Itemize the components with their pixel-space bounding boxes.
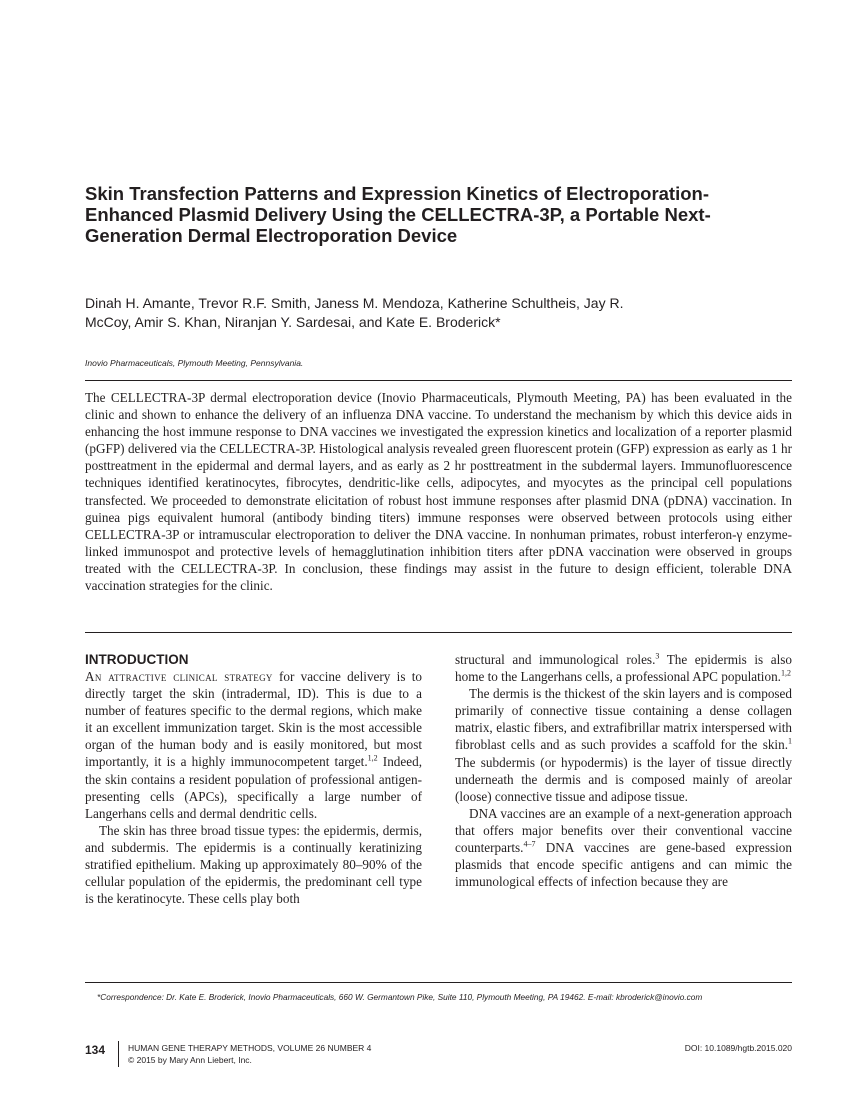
intro-paragraph-1	[85, 668, 422, 822]
correspondence-footnote: *Correspondence: Dr. Kate E. Broderick, Inovio Pharmaceuticals, 660 W. Germantown Pike, Suite 110, Plymouth Meeting, PA 19462. E-mail: kbroderick@inovio.com	[97, 992, 703, 1002]
intro-p3-text-a: structural and immunological roles.	[455, 652, 656, 667]
intro-p1-text-b: Indeed, the skin contains a resident population of professional antigen-presenting cells (APCs), specifically a large number of Langerhans cells and dermal dendritic cells.	[85, 754, 422, 821]
intro-p4-text-a: The dermis is the thickest of the skin layers and is composed primarily of connective tissue containing a dense collagen matrix, elastic fibers, and extrafibrillar matrix interspersed with fibroblast cells and as such provides a scaffold for the skin.	[455, 686, 792, 753]
left-column	[85, 651, 422, 907]
intro-p5-text-a: DNA vaccines are an example of a next-generation approach that offers major benefits over their conventional vaccine counterparts.	[455, 805, 792, 856]
abstract-bottom-rule	[85, 632, 792, 633]
intro-p3-text-b: The epidermis is also home to the Langerhans cells, a professional APC population.	[455, 652, 793, 685]
footer-divider	[118, 1041, 119, 1067]
citation-1b: 1	[788, 737, 792, 747]
intro-paragraph-2: The skin has three broad tissue types: the epidermis, dermis, and subdermis. The epidermis is a continually keratinizing stratified epithelium. Making up approximately 80–90% of the cellular population of the epidermis, the predominant cell type is the keratinocyte. These cells play both	[85, 822, 422, 907]
copyright-notice: © 2015 by Mary Ann Liebert, Inc.	[128, 1054, 252, 1065]
intro-lead-in: An attractive clinical strategy	[85, 669, 273, 684]
footnote-rule	[85, 982, 792, 983]
intro-p1-text-a: for vaccine delivery is to directly target the skin (intradermal, ID). This is due to a number of features specific to the dermal regions, which make it an excellent immunization target. Skin is the most accessible organ of the human body and is easily monitored, but most importantly, it is a highly immunocompetent target.	[85, 669, 422, 770]
doi: DOI: 10.1089/hgtb.2015.020	[684, 1043, 792, 1053]
citation-1-2b: 1,2	[780, 668, 791, 678]
article-title: Skin Transfection Patterns and Expression Kinetics of Electroporation-Enhanced Plasmid Delivery Using the CELLECTRA-3P, a Portable Next-Generation Dermal Electroporation Device	[85, 183, 711, 246]
journal-citation: HUMAN GENE THERAPY METHODS, VOLUME 26 NUMBER 4	[128, 1043, 372, 1053]
intro-paragraph-3	[455, 651, 792, 685]
affiliation: Inovio Pharmaceuticals, Plymouth Meeting, Pennsylvania.	[85, 358, 304, 368]
right-column	[455, 651, 792, 890]
intro-p5-text-b: DNA vaccines are gene-based expression plasmids that encode specific antigens and can mimic the immunological effects of infection because they are	[455, 840, 792, 890]
intro-paragraph-4	[455, 685, 792, 805]
intro-p4-text-b: The subdermis (or hypodermis) is the layer of tissue directly underneath the dermis and is composed mainly of areolar (loose) connective tissue and adipose tissue.	[455, 754, 792, 804]
page-number: 134	[85, 1043, 106, 1057]
citation-3: 3	[655, 651, 660, 661]
abstract-top-rule	[85, 380, 792, 381]
journal-info	[128, 1043, 371, 1066]
abstract: The CELLECTRA-3P dermal electroporation device (Inovio Pharmaceuticals, Plymouth Meeting, PA) has been evaluated in the clinic and shown to enhance the delivery of an influenza DNA vaccine. To understand the mechanism by which this device aids in enhancing the host immune response to DNA vaccines we investigated the expression kinetics and localization of a reporter plasmid (pGFP) delivered via the CELLECTRA-3P. Histological analysis revealed green fluorescent protein (GFP) expression as early as 1 hr posttreatment in the epidermal and dermal layers, and as early as 2 hr posttreatment in the subdermal layers. Immunofluorescence techniques identified keratinocytes, fibrocytes, dendritic-like cells, adipocytes, and myocytes as the principal cell populations transfected. We proceeded to demonstrate elicitation of robust host immune responses after plasmid DNA (pDNA) vaccination. In guinea pigs equivalent humoral (antibody binding titers) immune responses were observed between protocols using either CELLECTRA-3P or intramuscular electroporation to deliver the DNA vaccine. In nonhuman primates, robust interferon-γ enzyme-linked immunospot and protective levels of hemagglutination inhibition titers after pDNA vaccination were observed in groups treated with the CELLECTRA-3P. In conclusion, these findings may assist in the future to design efficient, tolerable DNA vaccination strategies for the clinic.	[85, 390, 792, 594]
section-heading-introduction: INTRODUCTION	[85, 652, 189, 667]
author-list: Dinah H. Amante, Trevor R.F. Smith, Janess M. Mendoza, Katherine Schultheis, Jay R. McCoy, Amir S. Khan, Niranjan Y. Sardesai, and Kate E. Broderick*	[85, 295, 624, 330]
intro-paragraph-5	[455, 805, 792, 890]
citation-1-2: 1,2	[367, 754, 378, 764]
citation-4-7: 4–7	[523, 839, 536, 849]
